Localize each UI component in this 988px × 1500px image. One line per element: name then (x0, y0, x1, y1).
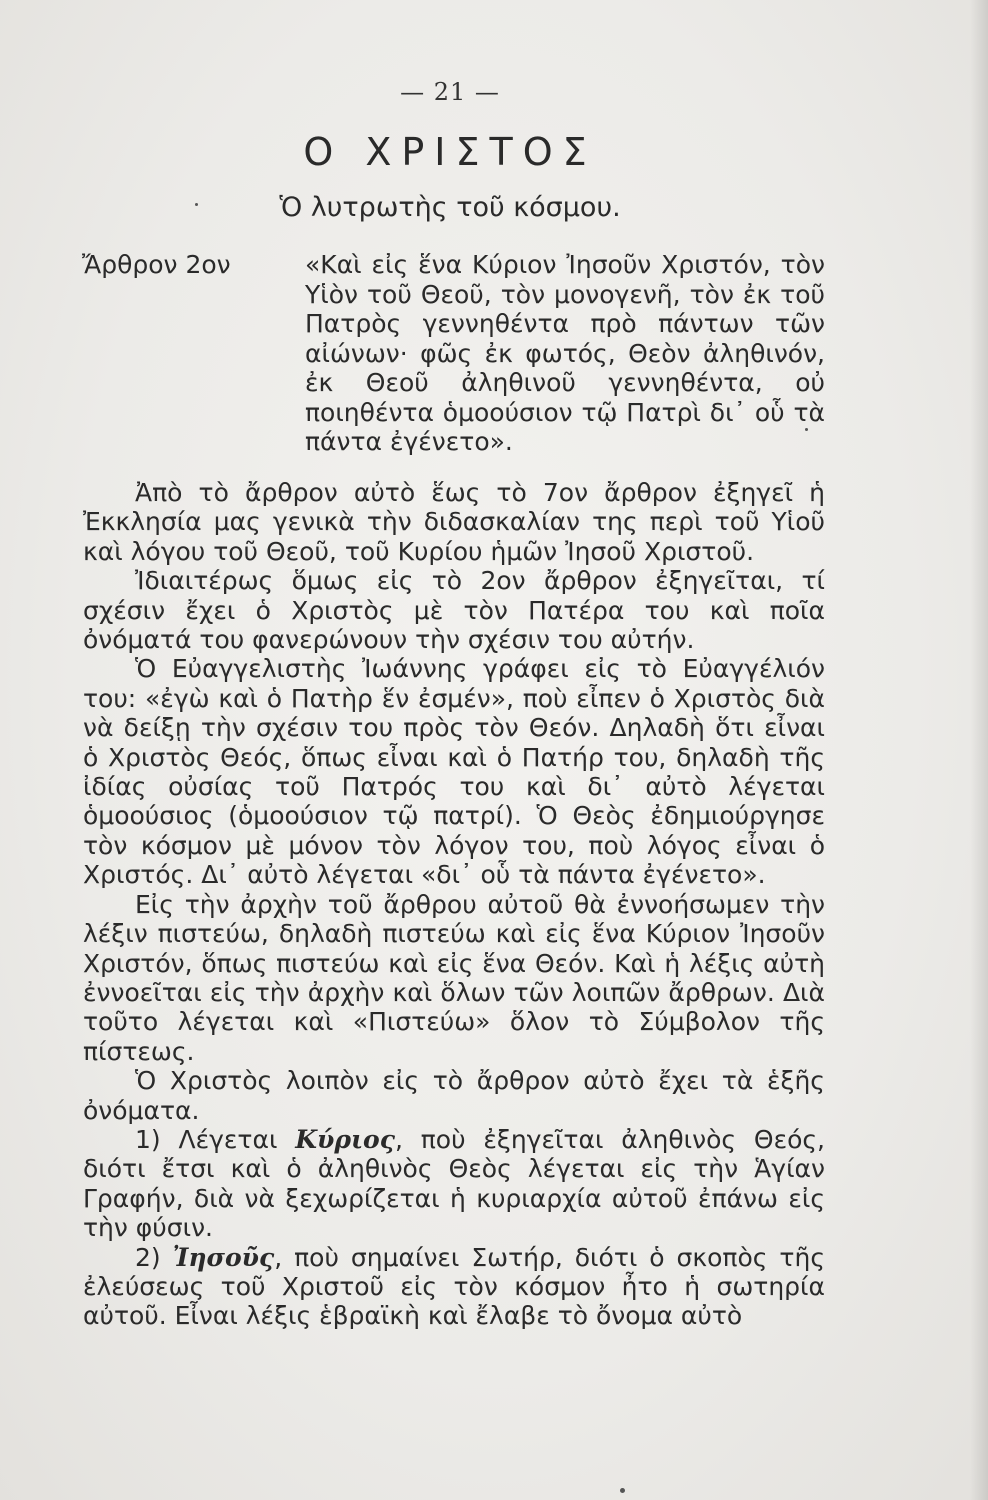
print-speck (805, 428, 808, 431)
print-speck (620, 1488, 625, 1493)
item-prefix: 2) (135, 1242, 161, 1272)
paragraph: Ὁ Χριστὸς λοιπὸν εἰς τὸ ἄρθρον αὐτὸ ἔχει τὰ ἑξῆς ὀνόματα. (83, 1066, 825, 1125)
creed-quotation: «Καὶ εἰς ἕνα Κύριον Ἰησοῦν Χριστόν, τὸν Υἱὸν τοῦ Θεοῦ, τὸν μονογενῆ, τὸν ἐκ τοῦ Πατρὸς γεννηθέντα πρὸ πάντων τῶν αἰώνων· φῶς ἐκ φωτός, Θεὸν ἀληθινόν, ἐκ Θεοῦ ἀληθινοῦ γεννηθέντα, οὐ ποιηθέντα ὁμοούσιον τῷ Πατρὶ δι᾿ οὗ τὰ πάντα ἐγένετο». (305, 250, 825, 456)
emphasized-term: Κύριος (295, 1124, 395, 1154)
item-text: , ποὺ ἐξηγεῖται ἀληθινὸς Θεός, διότι ἔτσι καὶ ὁ ἀληθινὸς Θεὸς λέγεται εἰς τὴν Ἁγίαν Γραφήν, διὰ νὰ ξεχωρίζεται ἡ κυριαρχία αὐτοῦ ἐπάνω εἰς τὴν φύσιν. (83, 1124, 825, 1243)
page-edge-shadow (970, 0, 988, 1500)
body-text (83, 478, 825, 1331)
paragraph: Ἰδιαιτέρως ὅμως εἰς τὸ 2ον ἄρθρον ἐξηγεῖται, τί σχέσιν ἔχει ὁ Χριστὸς μὲ τὸν Πατέρα του καὶ ποῖα ὀνόματά του φανερώνουν τὴν σχέσιν του αὐτήν. (83, 566, 825, 655)
chapter-title: Ο ΧΡΙΣΤΟΣ (303, 130, 597, 174)
paragraph: Εἰς τὴν ἀρχὴν τοῦ ἄρθρου αὐτοῦ θὰ ἐννοήσωμεν τὴν λέξιν πιστεύω, δηλαδὴ πιστεύω καὶ εἰς ἕνα Κύριον Ἰησοῦν Χριστόν, ὅπως πιστεύω καὶ εἰς ἕνα Θεόν. Καὶ ἡ λέξις αὐτὴ ἐννοεῖται εἰς τὴν ἀρχὴν καὶ ὅλων τῶν λοιπῶν ἄρθρων. Διὰ τοῦτο λέγεται καὶ «Πιστεύω» ὅλον τὸ Σύμβολον τῆς πίστεως. (83, 889, 825, 1066)
emphasized-term: Ἰησοῦς (172, 1242, 275, 1272)
paragraph: Ἀπὸ τὸ ἄρθρον αὐτὸ ἕως τὸ 7ον ἄρθρον ἐξηγεῖ ἡ Ἐκκλησία μας γενικὰ τὴν διδασκαλίαν της περὶ τοῦ Υἱοῦ καὶ λόγου τοῦ Θεοῦ, τοῦ Κυρίου ἡμῶν Ἰησοῦ Χριστοῦ. (83, 478, 825, 566)
item-text: , ποὺ σημαίνει Σωτήρ, διότι ὁ σκοπὸς τῆς ἐλεύσεως τοῦ Χριστοῦ εἰς τὸν κόσμον ἦτο ἡ σωτηρία αὐτοῦ. Εἶναι λέξις ἑβραϊκὴ καὶ ἔλαβε τὸ ὄνομα αὐτὸ (83, 1242, 825, 1331)
print-speck (195, 203, 198, 206)
paragraph-numbered (83, 1243, 825, 1331)
item-prefix: 1) Λέγεται (135, 1124, 278, 1154)
page-number: — 21 — (400, 78, 500, 106)
article-label: Ἄρθρον 2ον (82, 250, 231, 279)
chapter-subtitle: Ὁ λυτρωτὴς τοῦ κόσμου. (279, 192, 621, 223)
paragraph-numbered (83, 1125, 825, 1243)
paragraph: Ὁ Εὐαγγελιστὴς Ἰωάννης γράφει εἰς τὸ Εὐαγγέλιόν του: «ἐγὼ καὶ ὁ Πατὴρ ἕν ἐσμέν», ποὺ εἶπεν ὁ Χριστὸς διὰ νὰ δείξῃ τὴν σχέσιν του πρὸς τὸν Θεόν. Δηλαδὴ ὅτι εἶναι ὁ Χριστὸς Θεός, ὅπως εἶναι καὶ ὁ Πατήρ του, δηλαδὴ τῆς ἰδίας οὐσίας τοῦ Πατρός του καὶ δι᾿ αὐτὸ λέγεται ὁμοούσιος (ὁμοούσιον τῷ πατρί). Ὁ Θεὸς ἐδημιούργησε τὸν κόσμον μὲ μόνον τὸν λόγον του, ποὺ λόγος εἶναι ὁ Χριστός. Δι᾿ αὐτὸ λέγεται «δι᾿ οὗ τὰ πάντα ἐγένετο». (83, 654, 825, 890)
